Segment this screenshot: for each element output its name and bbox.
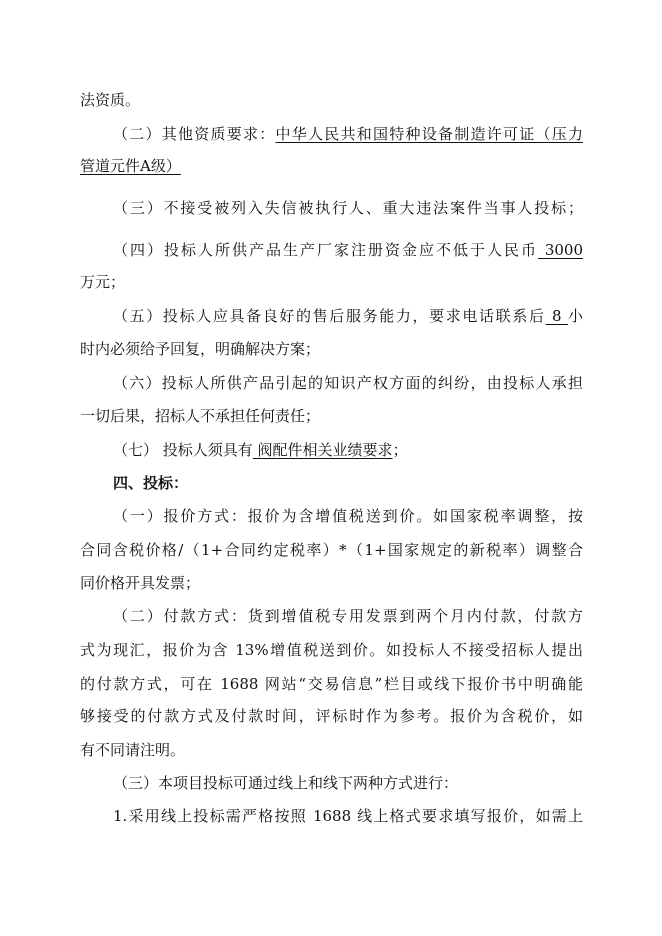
text-line: [113, 804, 583, 828]
text-segment: （六）投标人所供产品引起的知识产权方面的纠纷，由投标人承担: [113, 374, 583, 392]
text-line: [113, 122, 583, 146]
text-segment: 同价格开具发票；: [80, 574, 201, 592]
text-segment: 式为现汇，报价为含 13%增值税送到价。如投标人不接受招标人提出: [80, 641, 583, 659]
text-line: [80, 704, 583, 728]
text-line: [80, 571, 583, 595]
text-segment: （三）不接受被列入失信被执行人、重大违法案件当事人投标；: [113, 199, 583, 217]
text-line: [80, 154, 583, 178]
filled-blank: 3000: [538, 241, 583, 259]
filled-blank: 中华人民共和国特种设备制造许可证（压力: [275, 125, 583, 143]
text-line: [80, 404, 583, 428]
text-segment: 1.采用线上投标需严格按照 1688 线上格式要求填写报价，如需上: [113, 807, 583, 825]
text-segment: ；: [392, 441, 408, 459]
text-segment: （二）其他资质要求：: [113, 125, 276, 143]
text-line: [80, 88, 583, 112]
text-line: [113, 771, 583, 795]
filled-blank: 管道元件A级）: [80, 157, 181, 175]
text-line: [80, 638, 583, 662]
text-segment: 小: [567, 307, 583, 325]
text-line: [80, 337, 583, 361]
text-line: [113, 604, 583, 628]
text-segment: 时内必须给予回复，明确解决方案；: [80, 340, 321, 358]
text-line: [80, 672, 583, 696]
text-line: [80, 738, 583, 762]
filled-blank: 8: [545, 307, 568, 325]
text-segment: 万元；: [80, 273, 126, 291]
filled-blank: 阀配件相关业绩要求: [252, 441, 393, 459]
text-segment: 合同含税价格/（1+合同约定税率）*（1+国家规定的新税率）调整合: [80, 541, 583, 559]
text-segment: 有不同请注明。: [80, 741, 186, 759]
text-line: [113, 471, 583, 495]
text-line: [113, 371, 583, 395]
text-segment: 的付款方式，可在 1688 网站“交易信息”栏目或线下报价书中明确能: [80, 675, 583, 693]
text-line: [113, 304, 583, 328]
text-line: [113, 196, 583, 220]
text-segment: 法资质。: [80, 91, 141, 109]
text-segment: 够接受的付款方式及付款时间，评标时作为参考。报价为含税价，如: [80, 707, 583, 725]
text-segment: （二）付款方式：货到增值税专用发票到两个月内付款，付款方: [113, 607, 583, 625]
text-line: [113, 238, 583, 262]
text-segment: 一切后果，招标人不承担任何责任；: [80, 407, 321, 425]
text-segment: （七） 投标人须具有: [113, 441, 253, 459]
text-segment: （五）投标人应具备良好的售后服务能力，要求电话联系后: [113, 307, 546, 325]
text-segment: 四、投标：: [113, 474, 189, 492]
text-line: [80, 270, 583, 294]
text-segment: （三）本项目投标可通过线上和线下两种方式进行：: [113, 774, 459, 792]
text-segment: （四）投标人所供产品生产厂家注册资金应不低于人民币: [113, 241, 539, 259]
text-line: [113, 438, 583, 462]
text-line: [113, 504, 583, 528]
text-line: [80, 538, 583, 562]
text-segment: （一）报价方式：报价为含增值税送到价。如国家税率调整，按: [113, 507, 583, 525]
